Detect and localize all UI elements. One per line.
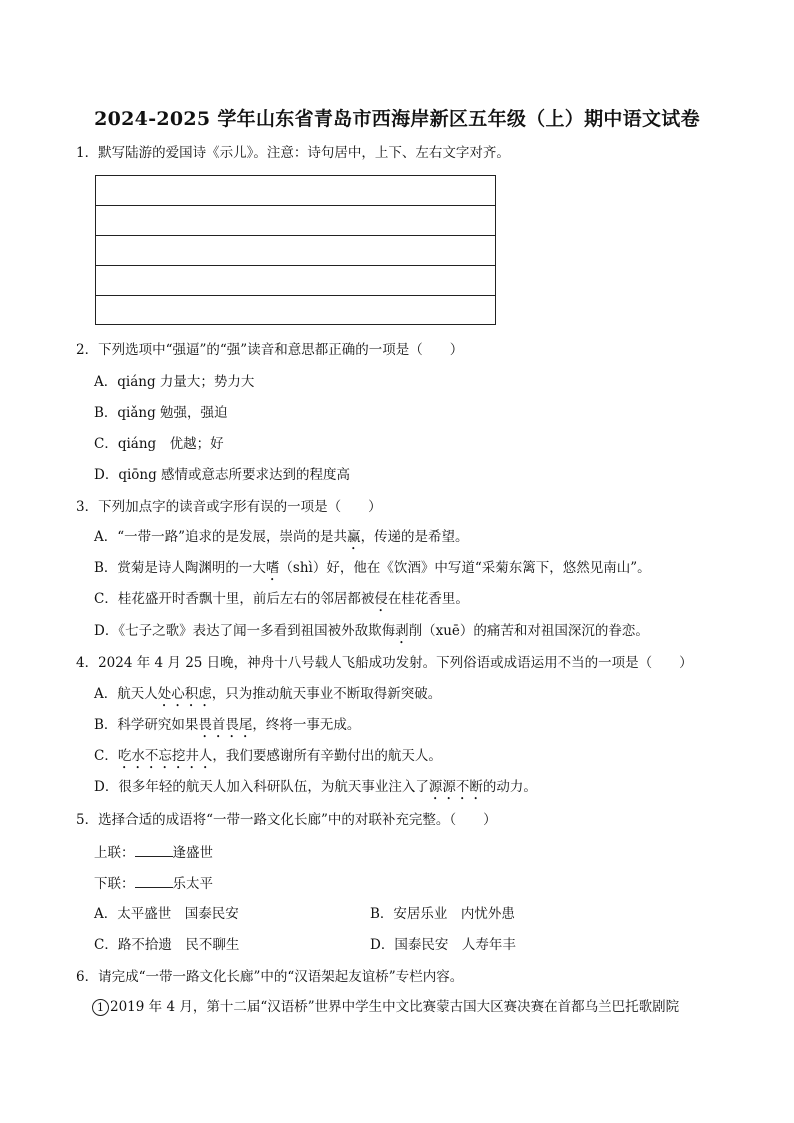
option-text: D．《七子之歌》表达了闻一多看到祖国被外敌欺侮 xyxy=(94,623,396,639)
option-text: A．航天人 xyxy=(94,686,158,702)
q4-option-b[interactable] xyxy=(94,716,360,741)
option-text: 在桂花香里。 xyxy=(387,591,469,607)
couplet-label: 下联： xyxy=(94,876,135,892)
option-text: C．桂花盛开时香飘十里，前后左右的邻居都被 xyxy=(94,591,375,607)
question-2: 2．下列选项中“强逼”的“强”读音和意思都正确的一项是（ ） xyxy=(76,342,464,358)
q4-option-a[interactable] xyxy=(94,685,441,710)
question-1: 1．默写陆游的爱国诗《示儿》。注意：诗句居中，上下、左右文字对齐。 xyxy=(76,145,510,161)
option-text: D．很多年轻的航天人加入科研队伍，为航天事业注入了 xyxy=(94,779,429,795)
q5-option-c[interactable]: C．路不拾遗 民不聊生 xyxy=(94,937,240,953)
q3-option-b[interactable] xyxy=(94,559,651,584)
couplet-label: 上联： xyxy=(94,845,135,861)
page-title: 2024-2025 学年山东省青岛市西海岸新区五年级（上）期中语文试卷 xyxy=(94,108,700,130)
paragraph-number-badge: 1 xyxy=(92,999,109,1016)
couplet-text: 逢盛世 xyxy=(172,845,213,861)
couplet-text: 乐太平 xyxy=(172,876,213,892)
dotted-idiom: 吃水不忘挖井人 xyxy=(117,748,213,764)
fill-blank[interactable] xyxy=(135,843,173,857)
fill-blank[interactable] xyxy=(135,874,173,888)
option-text: C． xyxy=(94,748,118,764)
question-6: 6．请完成“一带一路文化长廊”中的“汉语架起友谊桥”专栏内容。 xyxy=(76,969,464,985)
option-text: ，我们要感谢所有辛勤付出的航天人。 xyxy=(212,748,442,764)
option-text: （shì）好，他在《饮酒》中写道“采菊东篱下，悠然见南山”。 xyxy=(279,560,651,576)
grid-line xyxy=(96,295,495,296)
q3-option-c[interactable] xyxy=(94,590,469,615)
dotted-idiom: 源源不断 xyxy=(428,779,483,795)
dotted-idiom: 处心积虑 xyxy=(157,686,212,702)
poem-writing-grid[interactable] xyxy=(95,175,496,325)
option-text: ，终将一事无成。 xyxy=(252,717,361,733)
dotted-char: 剥 xyxy=(395,623,409,639)
grid-line xyxy=(96,265,495,266)
q3-option-d[interactable] xyxy=(94,622,649,647)
couplet-lower xyxy=(94,874,213,893)
question-5: 5．选择合适的成语将“一带一路文化长廊”中的对联补充完整。（ ） xyxy=(76,812,497,828)
grid-line xyxy=(96,205,495,206)
option-text: A．“一带一路”追求的是发展，崇尚的是共 xyxy=(94,529,348,545)
option-text: B．赏菊是诗人陶渊明的一大 xyxy=(94,560,266,576)
passage-paragraph-1 xyxy=(92,998,679,1016)
q2-option-a[interactable]: A．qiáng 力量大；势力大 xyxy=(94,374,255,390)
q5-option-b[interactable]: B．安居乐业 内忧外患 xyxy=(370,906,515,922)
q5-option-a[interactable]: A．太平盛世 国泰民安 xyxy=(94,906,239,922)
q2-option-b[interactable]: B．qiǎng 勉强，强迫 xyxy=(94,405,228,421)
question-3: 3．下列加点字的读音或字形有误的一项是（ ） xyxy=(76,499,382,515)
question-4: 4．2024 年 4 月 25 日晚，神舟十八号载人飞船成功发射。下列俗语或成语运用不当的一项是（ ） xyxy=(76,655,693,671)
dotted-char: 赢 xyxy=(347,529,361,545)
option-text: B．科学研究如果 xyxy=(94,717,199,733)
grid-line xyxy=(96,235,495,236)
q2-option-c[interactable]: C．qiáng 优越；好 xyxy=(94,436,224,452)
q4-option-c[interactable] xyxy=(94,747,442,772)
dotted-char: 侵 xyxy=(374,591,388,607)
q2-option-d[interactable]: D．qiōng 感情或意志所要求达到的程度高 xyxy=(94,467,351,483)
q3-option-a[interactable] xyxy=(94,528,469,553)
option-text: 削（xuē）的痛苦和对祖国深沉的眷恋。 xyxy=(408,623,649,639)
dotted-char: 嗜 xyxy=(265,560,280,576)
couplet-upper xyxy=(94,843,213,862)
q5-option-d[interactable]: D．国泰民安 人寿年丰 xyxy=(370,937,516,953)
dotted-idiom: 畏首畏尾 xyxy=(198,717,253,733)
option-text: ，传递的是希望。 xyxy=(360,529,469,545)
option-text: ，只为推动航天事业不断取得新突破。 xyxy=(211,686,442,702)
paragraph-text: 2019 年 4 月，第十二届“汉语桥”世界中学生中文比赛蒙古国大区赛决赛在首都乌兰巴托歌剧院 xyxy=(110,999,680,1015)
q4-option-d[interactable] xyxy=(94,778,537,803)
option-text: 的动力。 xyxy=(482,779,537,795)
